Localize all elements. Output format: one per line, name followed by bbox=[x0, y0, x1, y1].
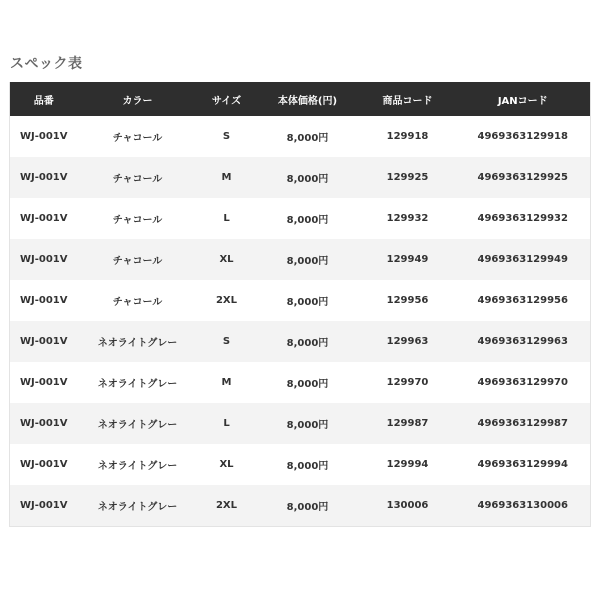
cell-price: 8,000円 bbox=[286, 501, 329, 513]
cell-hinban: WJ-001V bbox=[19, 499, 68, 511]
header-jan-code: JANコード bbox=[497, 95, 548, 107]
cell-price: 8,000円 bbox=[286, 297, 329, 308]
cell-color: ネオライトグレー bbox=[97, 461, 178, 472]
cell-color: ネオライトグレー bbox=[97, 420, 178, 431]
table-row bbox=[10, 239, 591, 280]
table-row bbox=[10, 280, 591, 321]
cell-color: ネオライトグレー bbox=[97, 501, 178, 513]
cell-product-code: 129925 bbox=[386, 172, 429, 183]
cell-jan-code: 4969363129956 bbox=[477, 295, 568, 306]
cell-price: 8,000円 bbox=[286, 379, 329, 390]
header-color: カラー bbox=[122, 95, 153, 107]
cell-jan-code: 4969363129932 bbox=[477, 213, 568, 224]
spec-table bbox=[9, 82, 591, 527]
cell-size: 2XL bbox=[215, 295, 238, 306]
cell-price: 8,000円 bbox=[286, 461, 329, 472]
cell-size: XL bbox=[219, 459, 234, 470]
cell-product-code: 129956 bbox=[386, 295, 429, 306]
table-row bbox=[10, 321, 591, 362]
cell-color: チャコール bbox=[112, 174, 163, 185]
cell-color: チャコール bbox=[112, 215, 163, 226]
cell-size: 2XL bbox=[215, 499, 238, 511]
header-product-code: 商品コード bbox=[382, 95, 433, 107]
cell-price: 8,000円 bbox=[286, 215, 329, 226]
header-price: 本体価格(円) bbox=[277, 95, 338, 107]
cell-color: チャコール bbox=[112, 256, 163, 267]
cell-price: 8,000円 bbox=[286, 338, 329, 349]
cell-size: L bbox=[223, 213, 230, 224]
cell-price: 8,000円 bbox=[286, 256, 329, 267]
cell-product-code: 130006 bbox=[386, 499, 429, 511]
cell-hinban: WJ-001V bbox=[19, 418, 68, 429]
cell-hinban: WJ-001V bbox=[19, 459, 68, 470]
cell-price: 8,000円 bbox=[286, 174, 329, 185]
cell-size: M bbox=[221, 172, 232, 183]
table-row bbox=[10, 444, 591, 485]
header-size: サイズ bbox=[211, 95, 242, 107]
cell-hinban: WJ-001V bbox=[19, 377, 68, 388]
cell-product-code: 129949 bbox=[386, 254, 429, 265]
cell-product-code: 129918 bbox=[386, 131, 429, 142]
table-row bbox=[10, 485, 591, 526]
cell-jan-code: 4969363129970 bbox=[477, 377, 568, 388]
cell-jan-code: 4969363129949 bbox=[477, 254, 568, 265]
cell-size: XL bbox=[219, 254, 234, 265]
cell-product-code: 129987 bbox=[386, 418, 429, 429]
cell-size: M bbox=[221, 377, 232, 388]
cell-product-code: 129963 bbox=[386, 336, 429, 347]
cell-color: チャコール bbox=[112, 133, 163, 144]
cell-product-code: 129994 bbox=[386, 459, 429, 470]
cell-hinban: WJ-001V bbox=[19, 336, 68, 347]
cell-hinban: WJ-001V bbox=[19, 213, 68, 224]
cell-product-code: 129932 bbox=[386, 213, 429, 224]
cell-hinban: WJ-001V bbox=[19, 295, 68, 306]
cell-size: S bbox=[222, 131, 231, 142]
cell-hinban: WJ-001V bbox=[19, 131, 68, 142]
cell-size: L bbox=[223, 418, 230, 429]
cell-jan-code: 4969363129925 bbox=[477, 172, 568, 183]
cell-color: チャコール bbox=[112, 297, 163, 308]
table-row bbox=[10, 198, 591, 239]
cell-color: ネオライトグレー bbox=[97, 338, 178, 349]
cell-color: ネオライトグレー bbox=[97, 379, 178, 390]
cell-hinban: WJ-001V bbox=[19, 254, 68, 265]
cell-jan-code: 4969363130006 bbox=[477, 499, 568, 511]
section-title: スペック表 bbox=[10, 56, 83, 72]
table-header-row bbox=[10, 82, 591, 116]
cell-product-code: 129970 bbox=[386, 377, 429, 388]
cell-price: 8,000円 bbox=[286, 133, 329, 144]
cell-jan-code: 4969363129987 bbox=[477, 418, 568, 429]
cell-jan-code: 4969363129918 bbox=[477, 131, 568, 142]
header-hinban: 品番 bbox=[33, 95, 54, 107]
cell-price: 8,000円 bbox=[286, 420, 329, 431]
cell-jan-code: 4969363129994 bbox=[477, 459, 568, 470]
cell-jan-code: 4969363129963 bbox=[477, 336, 568, 347]
table-row bbox=[10, 403, 591, 444]
table-row bbox=[10, 157, 591, 198]
table-row bbox=[10, 362, 591, 403]
cell-size: S bbox=[222, 336, 231, 347]
cell-hinban: WJ-001V bbox=[19, 172, 68, 183]
table-row bbox=[10, 116, 591, 157]
